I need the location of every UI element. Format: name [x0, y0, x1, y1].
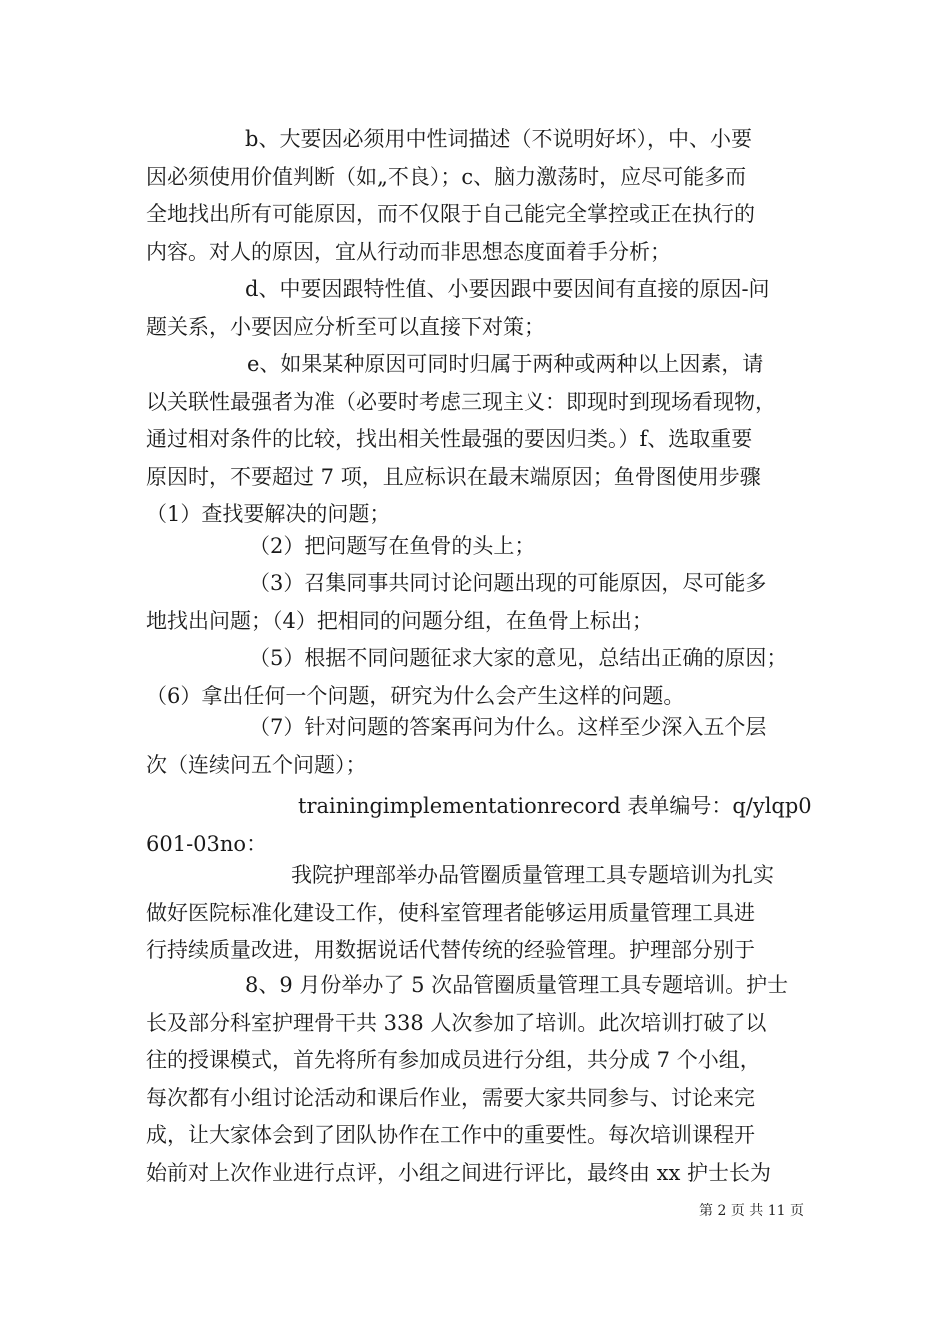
text-line: 因必须使用价值判断（如„不良）；c、脑力激荡时，应尽可能多而	[146, 164, 747, 189]
text-line: 601-03no：	[146, 831, 268, 856]
paragraph-steps-5-6	[146, 640, 808, 715]
text-line: 8、9 月份举办了 5 次品管圈质量管理工具专题培训。护士	[245, 973, 789, 997]
text-line: （5）根据不同问题征求大家的意见，总结出正确的原因；	[249, 646, 788, 670]
text-line: 长及部分科室护理骨干共 338 人次参加了培训。此次培训打破了以	[146, 1010, 767, 1035]
text-line: d、中要因跟特性值、小要因跟中要因间有直接的原因-问	[245, 277, 770, 301]
text-line: 我院护理部举办品管圈质量管理工具专题培训为扎实	[291, 863, 774, 887]
text-line: 始前对上次作业进行点评，小组之间进行评比，最终由 xx 护士长为	[146, 1160, 772, 1185]
text-line: （6）拿出任何一个问题，研究为什么会产生这样的问题。	[146, 683, 685, 708]
text-line: trainingimplementationrecord 表单编号：q/ylqp0	[298, 794, 812, 818]
text-line: 原因时，不要超过 7 项，且应标识在最末端原因；鱼骨图使用步骤	[146, 464, 761, 489]
text-line: 全地找出所有可能原因，而不仅限于自己能完全掌控或正在执行的	[146, 202, 755, 227]
text-line: b、大要因必须用中性词描述（不说明好坏），中、小要	[245, 127, 752, 151]
paragraph-steps-3-4	[146, 565, 808, 640]
paragraph-form-number	[146, 788, 812, 863]
text-line: 行持续质量改进，用数据说话代替传统的经验管理。护理部分别于	[146, 938, 755, 963]
paragraph-fishbone-rules-e-f	[146, 346, 808, 534]
text-line: 以关联性最强者为准（必要时考虑三现主义：即现时到现场看现物，	[146, 389, 776, 414]
text-line: e、如果某种原因可同时归属于两种或两种以上因素，请	[247, 352, 764, 376]
paragraph-training-details	[146, 967, 808, 1193]
paragraph-step-2	[146, 528, 808, 566]
text-line: （3）召集同事共同讨论问题出现的可能原因，尽可能多	[249, 571, 767, 595]
paragraph-fishbone-rules-b-c	[146, 121, 808, 271]
text-line: （7）针对问题的答案再问为什么。这样至少深入五个层	[249, 715, 767, 739]
text-line: 通过相对条件的比较，找出相关性最强的要因归类。）f、选取重要	[146, 427, 753, 452]
text-line: 往的授课模式，首先将所有参加成员进行分组，共分成 7 个小组，	[146, 1048, 761, 1073]
text-line: （2）把问题写在鱼骨的头上；	[249, 534, 536, 558]
text-line: 做好医院标准化建设工作，使科室管理者能够运用质量管理工具进	[146, 900, 755, 925]
text-line: 次（连续问五个问题）；	[146, 752, 367, 777]
paragraph-fishbone-rule-d	[146, 271, 808, 346]
text-line: 题关系，小要因应分析至可以直接下对策；	[146, 314, 545, 339]
text-line: （1）查找要解决的问题；	[146, 502, 391, 527]
text-line: 成，让大家体会到了团队协作在工作中的重要性。每次培训课程开	[146, 1123, 755, 1148]
paragraph-step-7	[146, 709, 808, 784]
page-number-footer: 第 2 页 共 11 页	[699, 1203, 804, 1219]
text-line: 每次都有小组讨论活动和课后作业，需要大家共同参与、讨论来完	[146, 1085, 755, 1110]
text-line: 内容。对人的原因，宜从行动而非思想态度面着手分析；	[146, 239, 671, 264]
text-line: 地找出问题；（4）把相同的问题分组，在鱼骨上标出；	[146, 608, 653, 633]
paragraph-training-intro	[146, 857, 808, 970]
